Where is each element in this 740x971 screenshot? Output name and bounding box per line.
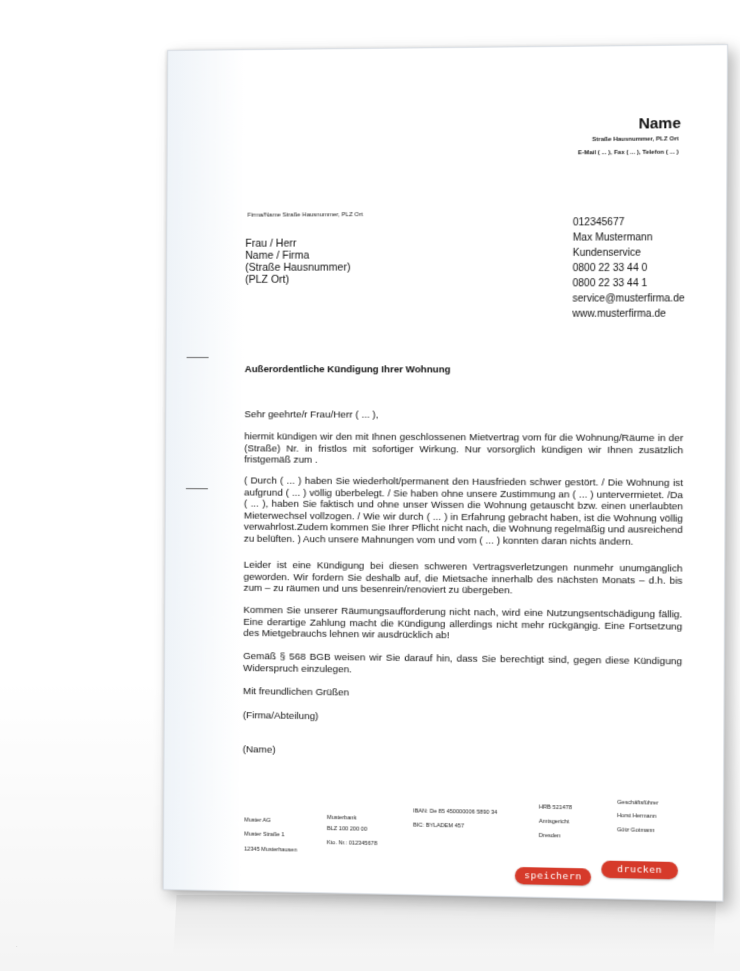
paragraph: Kommen Sie unserer Räumungsaufforderung nicht nach, wird eine Nutzungsentschädigung fällig. Eine derartige Zahlung macht die Kündigung allerdings nicht mehr rückgängig. Eine Fortsetzung des Mietgebrauchs lehnen wir ausdrücklich ab! <box>243 604 683 642</box>
paragraph: ( Durch ( ... ) haben Sie wiederholt/permanent den Hausfrieden schwer gestört. / Die Wohnung ist aufgrund ( ... ) völlig überbelegt. / Sie haben ohne unsere Zustimmung an ( ... ) untervermietet. /Da ( ... ), haben Sie faktisch und ohne unser Wissen die Wohnung getauscht bzw. einen unerlaubten Mieterwechsel vollzogen. / Wie wir durch ( ... ) in Erfahrung gebracht haben, ist die Wohnung völlig verwahrlost.Zudem kommen Sie Ihrer Pflicht nicht nach, die Wohnung regelmäßig und ausreichend zu belüften. ) Auch unsere Mahnungen vom und vom ( ... ) konnten daran nichts ändern. <box>243 475 684 548</box>
signature-company: (Firma/Abteilung) <box>242 710 319 723</box>
recipient-line: Name / Firma <box>245 249 310 262</box>
footer-city: 12345 Musterhausen <box>244 846 298 854</box>
footer-company: Muster AG <box>244 817 271 824</box>
footer-ceo-label: Geschäftsführer <box>617 799 659 807</box>
footer-ceo-2: Götz Gotmann <box>617 827 655 835</box>
sender-street: Straße Hausnummer, PLZ Ort <box>592 136 679 144</box>
footer-court-city: Dresden <box>538 832 561 840</box>
sender-contact: E-Mail ( ... ), Fax ( ... ), Telefon ( ... ) <box>577 149 679 157</box>
footer-street: Muster Straße 1 <box>244 831 285 839</box>
footer-account: Kto. Nr.: 012345678 <box>326 840 378 848</box>
contact-website[interactable]: www.musterfirma.de <box>572 308 666 320</box>
document-reflection <box>173 895 716 955</box>
footer-bic: BIC: BYLADEM 457 <box>413 822 465 830</box>
paragraph: hiermit kündigen wir den mit Ihnen geschlossenen Mietvertrag vom für die Wohnung/Räume in der (Straße) Nr. in fristlos mit sofortiger Wirkung. Nur vorsorglich kündigen wir Ihnen zusätzlich fristgemäß zum . <box>244 431 684 466</box>
contact-phone: 0800 22 33 44 0 <box>572 262 648 275</box>
paragraph: Leider ist eine Kündigung bei diesen schweren Vertragsverletzungen nunmehr unumgänglich geworden. Wir fordern Sie deshalb auf, die Mietsache innerhalb des nächsten Monats – d.h. bis zum – zu räumen und uns besenrein/renoviert zu übergeben. <box>243 559 683 597</box>
recipient-line: (PLZ Ort) <box>245 273 290 286</box>
letter-subject: Außerordentliche Kündigung Ihrer Wohnung <box>244 364 451 376</box>
print-button[interactable]: drucken <box>601 861 678 880</box>
recipient-line: (Straße Hausnummer) <box>245 261 351 274</box>
footer-bank: Musterbank <box>326 814 357 822</box>
footer-ceo-1: Horst Hermann <box>617 813 657 820</box>
recipient-line: Frau / Herr <box>245 237 297 250</box>
document-preview <box>163 44 728 902</box>
watermark-mark: · <box>16 944 18 950</box>
return-address: Firma/Name Straße Hausnummer, PLZ Ort <box>247 212 363 219</box>
contact-person: Max Mustermann <box>572 232 653 244</box>
footer-iban: IBAN: De 85 450000006 5890 34 <box>413 808 498 816</box>
greeting: Sehr geehrte/r Frau/Herr ( ... ), <box>244 409 379 421</box>
fold-mark <box>187 357 209 358</box>
contact-email[interactable]: service@musterfirma.de <box>572 293 685 305</box>
contact-department: Kundenservice <box>572 247 641 259</box>
footer-hrb: HRB 521478 <box>538 804 572 812</box>
save-button[interactable]: speichern <box>515 867 591 886</box>
footer-court-label: Amtsgericht <box>538 818 570 826</box>
sender-name: Name <box>638 114 681 133</box>
footer-blz: BLZ 100 200 00 <box>326 825 368 833</box>
closing: Mit freundlichen Grüßen <box>242 686 349 699</box>
signature-name: (Name) <box>242 744 276 756</box>
reference-number: 012345677 <box>572 217 625 229</box>
paragraph: Gemäß § 568 BGB weisen wir Sie darauf hin, dass Sie berechtigt sind, gegen diese Kündigung Widerspruch einzulegen. <box>243 650 683 675</box>
fold-mark <box>186 488 208 489</box>
contact-fax: 0800 22 33 44 1 <box>572 278 648 290</box>
letter-page <box>163 44 728 902</box>
